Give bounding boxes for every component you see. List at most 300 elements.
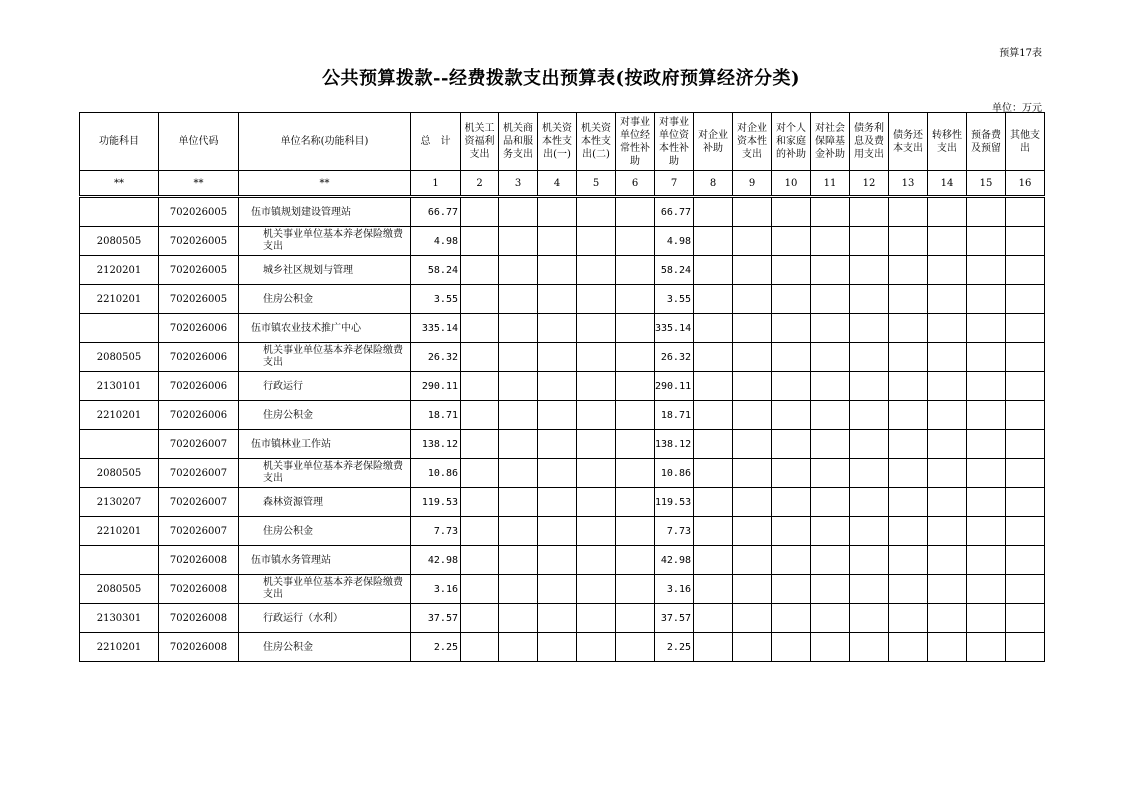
amount-cell-15 bbox=[1006, 198, 1045, 227]
amount-cell-3 bbox=[538, 459, 577, 488]
index-cell: 4 bbox=[538, 171, 577, 196]
amount-cell-12 bbox=[889, 517, 928, 546]
amount-cell-9 bbox=[772, 575, 811, 604]
unit-code-cell: 702026005 bbox=[159, 198, 239, 227]
amount-cell-2 bbox=[499, 459, 538, 488]
amount-cell-4 bbox=[577, 633, 616, 662]
unit-name-cell: 住房公积金 bbox=[239, 517, 411, 546]
amount-cell-6: 138.12 bbox=[655, 430, 694, 459]
table-row bbox=[80, 517, 1045, 546]
col-header-12: 债务还本支出 bbox=[889, 113, 928, 171]
amount-cell-15 bbox=[1006, 256, 1045, 285]
amount-cell-11 bbox=[850, 401, 889, 430]
amount-cell-12 bbox=[889, 372, 928, 401]
amount-cell-11 bbox=[850, 372, 889, 401]
amount-cell-8 bbox=[733, 546, 772, 575]
index-cell: 3 bbox=[499, 171, 538, 196]
amount-cell-10 bbox=[811, 343, 850, 372]
index-cell: 7 bbox=[655, 171, 694, 196]
amount-cell-7 bbox=[694, 546, 733, 575]
amount-cell-2 bbox=[499, 517, 538, 546]
amount-cell-5 bbox=[616, 343, 655, 372]
unit-name-cell: 住房公积金 bbox=[239, 633, 411, 662]
total-cell: 119.53 bbox=[411, 488, 461, 517]
amount-cell-9 bbox=[772, 372, 811, 401]
unit-code-cell: 702026005 bbox=[159, 227, 239, 256]
amount-cell-15 bbox=[1006, 633, 1045, 662]
amount-cell-5 bbox=[616, 198, 655, 227]
amount-cell-15 bbox=[1006, 575, 1045, 604]
amount-cell-12 bbox=[889, 285, 928, 314]
amount-cell-13 bbox=[928, 575, 967, 604]
amount-cell-14 bbox=[967, 575, 1006, 604]
amount-cell-4 bbox=[577, 285, 616, 314]
amount-cell-4 bbox=[577, 227, 616, 256]
amount-cell-9 bbox=[772, 488, 811, 517]
func-code-cell: 2130207 bbox=[80, 488, 159, 517]
amount-cell-7 bbox=[694, 343, 733, 372]
table-row bbox=[80, 256, 1045, 285]
amount-cell-8 bbox=[733, 198, 772, 227]
table-row bbox=[80, 314, 1045, 343]
amount-cell-8 bbox=[733, 517, 772, 546]
amount-cell-1 bbox=[461, 459, 499, 488]
func-code-cell: 2210201 bbox=[80, 401, 159, 430]
table-row bbox=[80, 430, 1045, 459]
amount-cell-7 bbox=[694, 401, 733, 430]
table-body bbox=[80, 171, 1045, 662]
unit-code-cell: 702026007 bbox=[159, 488, 239, 517]
amount-cell-10 bbox=[811, 401, 850, 430]
amount-cell-1 bbox=[461, 227, 499, 256]
amount-cell-15 bbox=[1006, 517, 1045, 546]
amount-cell-11 bbox=[850, 227, 889, 256]
amount-cell-4 bbox=[577, 343, 616, 372]
amount-cell-6: 37.57 bbox=[655, 604, 694, 633]
amount-cell-9 bbox=[772, 459, 811, 488]
amount-cell-2 bbox=[499, 256, 538, 285]
unit-code-cell: 702026007 bbox=[159, 430, 239, 459]
amount-cell-1 bbox=[461, 256, 499, 285]
amount-cell-13 bbox=[928, 604, 967, 633]
table-row bbox=[80, 488, 1045, 517]
amount-cell-13 bbox=[928, 401, 967, 430]
amount-cell-8 bbox=[733, 430, 772, 459]
amount-cell-13 bbox=[928, 633, 967, 662]
amount-cell-14 bbox=[967, 227, 1006, 256]
col-header-total: 总 计 bbox=[411, 113, 461, 171]
amount-cell-8 bbox=[733, 459, 772, 488]
amount-cell-10 bbox=[811, 604, 850, 633]
amount-cell-15 bbox=[1006, 430, 1045, 459]
amount-cell-6: 4.98 bbox=[655, 227, 694, 256]
col-header-3: 机关资本性支出(一) bbox=[538, 113, 577, 171]
amount-cell-8 bbox=[733, 604, 772, 633]
amount-cell-12 bbox=[889, 227, 928, 256]
amount-cell-3 bbox=[538, 633, 577, 662]
amount-cell-4 bbox=[577, 401, 616, 430]
amount-cell-9 bbox=[772, 604, 811, 633]
index-cell: ** bbox=[80, 171, 159, 196]
func-code-cell bbox=[80, 546, 159, 575]
amount-cell-15 bbox=[1006, 604, 1045, 633]
func-code-cell: 2080505 bbox=[80, 343, 159, 372]
amount-cell-10 bbox=[811, 198, 850, 227]
amount-cell-9 bbox=[772, 285, 811, 314]
index-cell: 10 bbox=[772, 171, 811, 196]
table-row bbox=[80, 198, 1045, 227]
amount-cell-1 bbox=[461, 546, 499, 575]
col-header-9: 对个人和家庭的补助 bbox=[772, 113, 811, 171]
unit-name-cell: 行政运行 bbox=[239, 372, 411, 401]
unit-name-cell: 伍市镇规划建设管理站 bbox=[239, 198, 411, 227]
amount-cell-3 bbox=[538, 430, 577, 459]
amount-cell-10 bbox=[811, 372, 850, 401]
amount-cell-1 bbox=[461, 604, 499, 633]
index-cell: 15 bbox=[967, 171, 1006, 196]
amount-cell-8 bbox=[733, 633, 772, 662]
amount-cell-3 bbox=[538, 198, 577, 227]
unit-code-cell: 702026008 bbox=[159, 546, 239, 575]
amount-cell-14 bbox=[967, 198, 1006, 227]
amount-cell-1 bbox=[461, 285, 499, 314]
func-code-cell: 2080505 bbox=[80, 459, 159, 488]
amount-cell-7 bbox=[694, 633, 733, 662]
table-row bbox=[80, 633, 1045, 662]
col-header-13: 转移性支出 bbox=[928, 113, 967, 171]
amount-cell-2 bbox=[499, 343, 538, 372]
amount-cell-4 bbox=[577, 517, 616, 546]
amount-cell-9 bbox=[772, 227, 811, 256]
amount-cell-10 bbox=[811, 256, 850, 285]
func-code-cell: 2130101 bbox=[80, 372, 159, 401]
unit-name-cell: 森林资源管理 bbox=[239, 488, 411, 517]
amount-cell-3 bbox=[538, 227, 577, 256]
index-cell: 13 bbox=[889, 171, 928, 196]
index-cell: 14 bbox=[928, 171, 967, 196]
amount-cell-9 bbox=[772, 314, 811, 343]
amount-cell-13 bbox=[928, 459, 967, 488]
amount-cell-10 bbox=[811, 546, 850, 575]
amount-cell-10 bbox=[811, 227, 850, 256]
col-header-7: 对企业补助 bbox=[694, 113, 733, 171]
amount-cell-13 bbox=[928, 372, 967, 401]
table-row bbox=[80, 343, 1045, 372]
amount-cell-11 bbox=[850, 633, 889, 662]
amount-cell-10 bbox=[811, 314, 850, 343]
total-cell: 290.11 bbox=[411, 372, 461, 401]
amount-cell-1 bbox=[461, 517, 499, 546]
amount-cell-14 bbox=[967, 459, 1006, 488]
amount-cell-2 bbox=[499, 604, 538, 633]
unit-name-cell: 行政运行（水利） bbox=[239, 604, 411, 633]
unit-name-cell: 机关事业单位基本养老保险缴费支出 bbox=[239, 227, 411, 256]
amount-cell-13 bbox=[928, 285, 967, 314]
total-cell: 26.32 bbox=[411, 343, 461, 372]
table-row bbox=[80, 546, 1045, 575]
amount-cell-2 bbox=[499, 546, 538, 575]
amount-cell-4 bbox=[577, 314, 616, 343]
unit-name-cell: 机关事业单位基本养老保险缴费支出 bbox=[239, 575, 411, 604]
amount-cell-5 bbox=[616, 430, 655, 459]
amount-cell-4 bbox=[577, 575, 616, 604]
amount-cell-14 bbox=[967, 517, 1006, 546]
amount-cell-5 bbox=[616, 604, 655, 633]
table-row bbox=[80, 285, 1045, 314]
amount-cell-6: 58.24 bbox=[655, 256, 694, 285]
amount-cell-6: 18.71 bbox=[655, 401, 694, 430]
amount-cell-11 bbox=[850, 517, 889, 546]
amount-cell-8 bbox=[733, 575, 772, 604]
index-cell: 2 bbox=[461, 171, 499, 196]
index-cell: 6 bbox=[616, 171, 655, 196]
table-row bbox=[80, 575, 1045, 604]
amount-cell-7 bbox=[694, 430, 733, 459]
table-row bbox=[80, 227, 1045, 256]
amount-cell-6: 3.16 bbox=[655, 575, 694, 604]
unit-name-cell: 伍市镇林业工作站 bbox=[239, 430, 411, 459]
unit-code-cell: 702026005 bbox=[159, 256, 239, 285]
unit-name-cell: 伍市镇农业技术推广中心 bbox=[239, 314, 411, 343]
amount-cell-2 bbox=[499, 314, 538, 343]
amount-cell-10 bbox=[811, 285, 850, 314]
amount-cell-3 bbox=[538, 256, 577, 285]
amount-cell-7 bbox=[694, 227, 733, 256]
amount-cell-4 bbox=[577, 256, 616, 285]
unit-name-cell: 城乡社区规划与管理 bbox=[239, 256, 411, 285]
col-header-func: 功能科目 bbox=[80, 113, 159, 171]
amount-cell-6: 119.53 bbox=[655, 488, 694, 517]
amount-cell-3 bbox=[538, 314, 577, 343]
unit-name-cell: 机关事业单位基本养老保险缴费支出 bbox=[239, 343, 411, 372]
amount-cell-5 bbox=[616, 459, 655, 488]
index-cell: 9 bbox=[733, 171, 772, 196]
amount-cell-12 bbox=[889, 604, 928, 633]
index-cell: 16 bbox=[1006, 171, 1045, 196]
header-row bbox=[80, 113, 1045, 171]
amount-cell-5 bbox=[616, 546, 655, 575]
amount-cell-6: 7.73 bbox=[655, 517, 694, 546]
amount-cell-3 bbox=[538, 285, 577, 314]
amount-cell-10 bbox=[811, 575, 850, 604]
total-cell: 2.25 bbox=[411, 633, 461, 662]
amount-cell-2 bbox=[499, 430, 538, 459]
total-cell: 138.12 bbox=[411, 430, 461, 459]
table-row bbox=[80, 459, 1045, 488]
total-cell: 10.86 bbox=[411, 459, 461, 488]
amount-cell-11 bbox=[850, 314, 889, 343]
amount-cell-15 bbox=[1006, 488, 1045, 517]
amount-cell-13 bbox=[928, 430, 967, 459]
amount-cell-1 bbox=[461, 372, 499, 401]
amount-cell-13 bbox=[928, 198, 967, 227]
amount-cell-2 bbox=[499, 401, 538, 430]
amount-cell-7 bbox=[694, 575, 733, 604]
amount-cell-3 bbox=[538, 401, 577, 430]
total-cell: 3.55 bbox=[411, 285, 461, 314]
func-code-cell: 2080505 bbox=[80, 575, 159, 604]
amount-cell-12 bbox=[889, 546, 928, 575]
amount-cell-1 bbox=[461, 633, 499, 662]
amount-cell-5 bbox=[616, 314, 655, 343]
page-title: 公共预算拨款--经费拨款支出预算表(按政府预算经济分类) bbox=[322, 68, 800, 89]
amount-cell-13 bbox=[928, 517, 967, 546]
amount-cell-9 bbox=[772, 401, 811, 430]
amount-cell-14 bbox=[967, 633, 1006, 662]
amount-cell-7 bbox=[694, 372, 733, 401]
amount-cell-10 bbox=[811, 633, 850, 662]
amount-cell-11 bbox=[850, 256, 889, 285]
amount-cell-5 bbox=[616, 575, 655, 604]
amount-cell-4 bbox=[577, 488, 616, 517]
amount-cell-7 bbox=[694, 198, 733, 227]
amount-cell-15 bbox=[1006, 372, 1045, 401]
amount-cell-10 bbox=[811, 488, 850, 517]
func-code-cell: 2080505 bbox=[80, 227, 159, 256]
amount-cell-1 bbox=[461, 343, 499, 372]
func-code-cell: 2210201 bbox=[80, 285, 159, 314]
amount-cell-11 bbox=[850, 488, 889, 517]
amount-cell-6: 2.25 bbox=[655, 633, 694, 662]
amount-cell-5 bbox=[616, 285, 655, 314]
amount-cell-12 bbox=[889, 575, 928, 604]
amount-cell-3 bbox=[538, 372, 577, 401]
unit-name-cell: 机关事业单位基本养老保险缴费支出 bbox=[239, 459, 411, 488]
total-cell: 7.73 bbox=[411, 517, 461, 546]
col-header-8: 对企业资本性支出 bbox=[733, 113, 772, 171]
amount-cell-4 bbox=[577, 198, 616, 227]
amount-cell-8 bbox=[733, 401, 772, 430]
amount-cell-3 bbox=[538, 343, 577, 372]
amount-cell-10 bbox=[811, 430, 850, 459]
col-header-14: 预备费及预留 bbox=[967, 113, 1006, 171]
amount-cell-9 bbox=[772, 633, 811, 662]
amount-cell-14 bbox=[967, 372, 1006, 401]
amount-cell-13 bbox=[928, 256, 967, 285]
amount-cell-9 bbox=[772, 198, 811, 227]
unit-code-cell: 702026007 bbox=[159, 459, 239, 488]
total-cell: 4.98 bbox=[411, 227, 461, 256]
index-cell: ** bbox=[239, 171, 411, 196]
amount-cell-3 bbox=[538, 488, 577, 517]
amount-cell-7 bbox=[694, 604, 733, 633]
amount-cell-12 bbox=[889, 256, 928, 285]
amount-cell-12 bbox=[889, 343, 928, 372]
amount-cell-10 bbox=[811, 517, 850, 546]
amount-cell-15 bbox=[1006, 459, 1045, 488]
amount-cell-2 bbox=[499, 285, 538, 314]
amount-cell-1 bbox=[461, 488, 499, 517]
amount-cell-3 bbox=[538, 604, 577, 633]
func-code-cell: 2210201 bbox=[80, 633, 159, 662]
amount-cell-9 bbox=[772, 343, 811, 372]
table-row bbox=[80, 372, 1045, 401]
amount-cell-14 bbox=[967, 401, 1006, 430]
amount-cell-1 bbox=[461, 314, 499, 343]
amount-cell-3 bbox=[538, 517, 577, 546]
amount-cell-2 bbox=[499, 633, 538, 662]
amount-cell-8 bbox=[733, 488, 772, 517]
amount-cell-14 bbox=[967, 285, 1006, 314]
unit-code-cell: 702026007 bbox=[159, 517, 239, 546]
index-cell: ** bbox=[159, 171, 239, 196]
func-code-cell: 2120201 bbox=[80, 256, 159, 285]
unit-code-cell: 702026008 bbox=[159, 604, 239, 633]
amount-cell-13 bbox=[928, 227, 967, 256]
amount-cell-9 bbox=[772, 546, 811, 575]
amount-cell-11 bbox=[850, 285, 889, 314]
amount-cell-8 bbox=[733, 227, 772, 256]
amount-cell-11 bbox=[850, 430, 889, 459]
amount-cell-7 bbox=[694, 459, 733, 488]
col-header-10: 对社会保障基金补助 bbox=[811, 113, 850, 171]
amount-cell-5 bbox=[616, 401, 655, 430]
func-code-cell bbox=[80, 314, 159, 343]
amount-cell-8 bbox=[733, 372, 772, 401]
amount-cell-6: 335.14 bbox=[655, 314, 694, 343]
unit-label: 单位：万元 bbox=[992, 103, 1042, 114]
amount-cell-12 bbox=[889, 401, 928, 430]
amount-cell-1 bbox=[461, 575, 499, 604]
amount-cell-14 bbox=[967, 256, 1006, 285]
amount-cell-4 bbox=[577, 372, 616, 401]
amount-cell-5 bbox=[616, 227, 655, 256]
index-cell: 11 bbox=[811, 171, 850, 196]
amount-cell-15 bbox=[1006, 227, 1045, 256]
amount-cell-15 bbox=[1006, 343, 1045, 372]
unit-code-cell: 702026006 bbox=[159, 401, 239, 430]
amount-cell-4 bbox=[577, 430, 616, 459]
form-number: 预算17表 bbox=[999, 48, 1042, 59]
amount-cell-3 bbox=[538, 546, 577, 575]
amount-cell-7 bbox=[694, 488, 733, 517]
amount-cell-7 bbox=[694, 256, 733, 285]
col-header-2: 机关商品和服务支出 bbox=[499, 113, 538, 171]
amount-cell-8 bbox=[733, 314, 772, 343]
total-cell: 37.57 bbox=[411, 604, 461, 633]
table-row bbox=[80, 604, 1045, 633]
amount-cell-6: 290.11 bbox=[655, 372, 694, 401]
col-header-5: 对事业单位经常性补助 bbox=[616, 113, 655, 171]
amount-cell-7 bbox=[694, 314, 733, 343]
table-row bbox=[80, 401, 1045, 430]
index-cell: 5 bbox=[577, 171, 616, 196]
col-header-code: 单位代码 bbox=[159, 113, 239, 171]
amount-cell-13 bbox=[928, 343, 967, 372]
amount-cell-14 bbox=[967, 488, 1006, 517]
func-code-cell bbox=[80, 430, 159, 459]
col-header-name: 单位名称(功能科目) bbox=[239, 113, 411, 171]
amount-cell-6: 3.55 bbox=[655, 285, 694, 314]
amount-cell-14 bbox=[967, 604, 1006, 633]
amount-cell-11 bbox=[850, 343, 889, 372]
amount-cell-5 bbox=[616, 517, 655, 546]
amount-cell-10 bbox=[811, 459, 850, 488]
amount-cell-11 bbox=[850, 198, 889, 227]
amount-cell-15 bbox=[1006, 285, 1045, 314]
unit-code-cell: 702026006 bbox=[159, 343, 239, 372]
amount-cell-11 bbox=[850, 459, 889, 488]
index-cell: 12 bbox=[850, 171, 889, 196]
amount-cell-2 bbox=[499, 227, 538, 256]
amount-cell-11 bbox=[850, 604, 889, 633]
col-header-11: 债务利息及费用支出 bbox=[850, 113, 889, 171]
amount-cell-4 bbox=[577, 546, 616, 575]
amount-cell-5 bbox=[616, 372, 655, 401]
amount-cell-7 bbox=[694, 285, 733, 314]
amount-cell-12 bbox=[889, 198, 928, 227]
unit-name-cell: 住房公积金 bbox=[239, 285, 411, 314]
